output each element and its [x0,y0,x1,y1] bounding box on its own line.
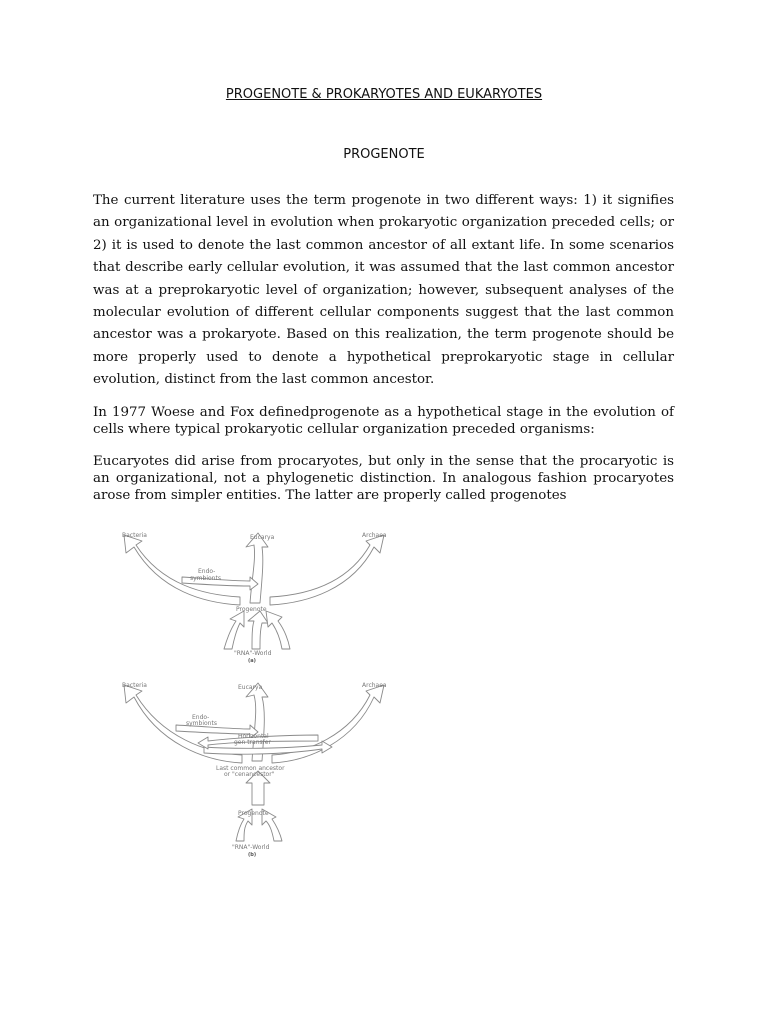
arrow-to-eucarya [246,533,268,603]
label-last-common-ancestor: Last common ancestor [216,765,285,772]
label-bacteria: Bacteria [122,682,147,689]
label-rna-world: "RNA"-World [234,650,272,657]
label-eucarya: Eucarya [250,534,275,541]
arrow-to-archaea [270,535,384,605]
label-progenote: Progenote [236,606,267,613]
arrow-rna-to-progenote-right [266,611,290,649]
paragraph-progenote-definition: The current literature uses the term progenote in two different ways: 1) it signifies an organizational level in evolution when prokaryotic organization preceded cells; or 2) it is used to denote the last common ancestor of all extant life. In some scenarios that describe early cellular evolution, it was assumed that the last common ancestor was at a preprokaryotic level of organization; however, subsequent analyses of the molecular evolution of different cellular components suggest that the last common ancestor was a prokaryote. Based on this realization, the term progenote should be more properly used to denote a hypothetical preprokaryotic stage in cellular evolution, distinct from the last common ancestor. [93,193,674,388]
label-horizontal: Horizontal [238,733,269,740]
label-progenote: Progenote [238,810,269,817]
arrow-rna-to-progenote-left [224,611,244,649]
label-bacteria: Bacteria [122,532,147,539]
paragraph-woese-fox: In 1977 Woese and Fox definedprogenote as a hypothetical stage in the evolution of cells where typical prokaryotic cellular organization preceded organisms: [93,405,674,437]
paragraph-quote: Eucaryotes did arise from procaryotes, but only in the sense that the procaryotic is an organizational, not a phylogenetic distinction. In analogous fashion procaryotes arose from simpler entities. The latter are properly called progenotes [93,454,674,503]
arrow-to-bacteria [124,535,240,605]
arrow-rna-to-progenote-mid [248,611,268,649]
label-symbionts: symbionts [190,575,221,582]
label-symbionts: symbionts [186,720,217,727]
label-rna-world: "RNA"-World [232,844,270,851]
section-heading: PROGENOTE [343,147,425,162]
label-panel: (b) [248,852,257,858]
label-panel: (a) [248,658,256,664]
label-cenancestor: or "cenancestor" [224,771,275,778]
label-archaea: Archaea [362,532,387,539]
document-title: PROGENOTE & PROKARYOTES AND EUKARYOTES [225,87,543,102]
label-endo: Endo- [192,714,210,721]
evolution-diagram-a [112,527,412,667]
label-endo: Endo- [198,568,216,575]
label-eucarya: Eucarya [238,684,263,691]
label-gene-transfer: gen transfer [234,739,271,746]
label-archaea: Archaea [362,682,387,689]
evolution-diagram-b [112,677,412,862]
